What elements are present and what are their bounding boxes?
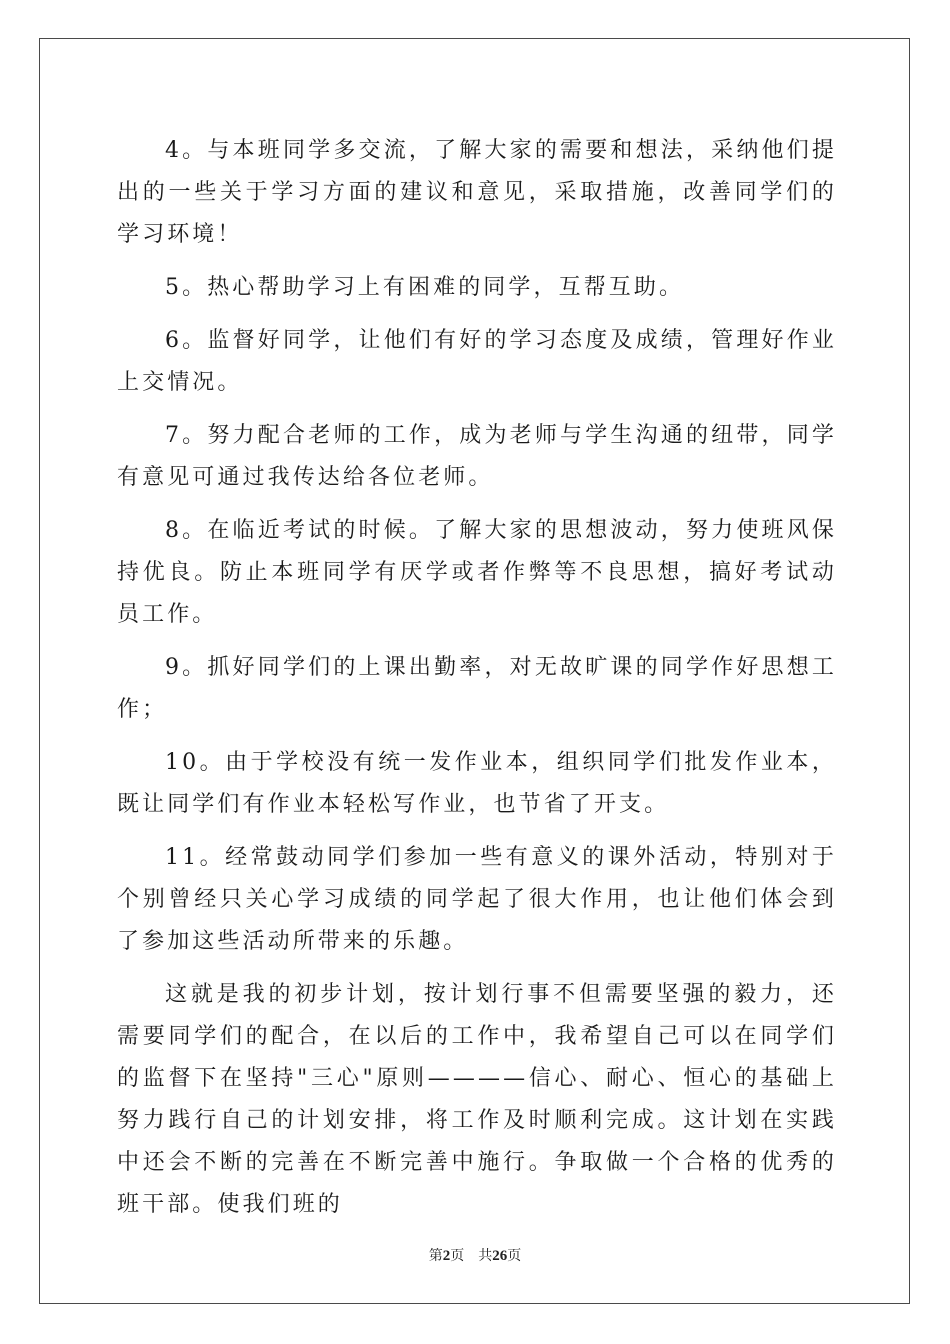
- page-footer: [0, 1246, 950, 1266]
- paragraph-item-10: 10。由于学校没有统一发作业本，组织同学们批发作业本，既让同学们有作业本轻松写作业，也节省了开支。: [117, 750, 837, 817]
- paragraph-item-9: 9。抓好同学们的上课出勤率，对无故旷课的同学作好思想工作；: [117, 655, 837, 722]
- paragraph-item-4: 4。与本班同学多交流，了解大家的需要和想法，采纳他们提出的一些关于学习方面的建议和意见，采取措施，改善同学们的学习环境！: [117, 138, 837, 247]
- paragraph-item-11: 11。经常鼓动同学们参加一些有意义的课外活动，特别对于个别曾经只关心学习成绩的同学起了很大作用，也让他们体会到了参加这些活动所带来的乐趣。: [117, 845, 837, 954]
- total-unit: 页: [507, 1248, 522, 1264]
- document-body: [117, 130, 837, 1226]
- total-prefix: 共: [478, 1248, 493, 1264]
- paragraph-item-5: 5。热心帮助学习上有困难的同学，互帮互助。: [165, 275, 685, 300]
- total-page-count: 26: [492, 1248, 508, 1264]
- paragraph-item-7: 7。努力配合老师的工作，成为老师与学生沟通的纽带，同学有意见可通过我传达给各位老师。: [117, 423, 837, 490]
- paragraph-conclusion: 这就是我的初步计划，按计划行事不但需要坚强的毅力，还需要同学们的配合，在以后的工作中，我希望自己可以在同学们的监督下在坚持"三心"原则————信心、耐心、恒心的基础上努力践行自己的计划安排，将工作及时顺利完成。这计划在实践中还会不断的完善在不断完善中施行。争取做一个合格的优秀的班干部。使我们班的: [117, 982, 837, 1217]
- paragraph-item-6: 6。监督好同学，让他们有好的学习态度及成绩，管理好作业上交情况。: [117, 328, 837, 395]
- page-unit: 页: [450, 1248, 465, 1264]
- page-prefix: 第: [428, 1248, 443, 1264]
- current-page-number: 2: [442, 1248, 451, 1264]
- paragraph-item-8: 8。在临近考试的时候。了解大家的思想波动，努力使班风保持优良。防止本班同学有厌学或者作弊等不良思想，搞好考试动员工作。: [117, 518, 837, 627]
